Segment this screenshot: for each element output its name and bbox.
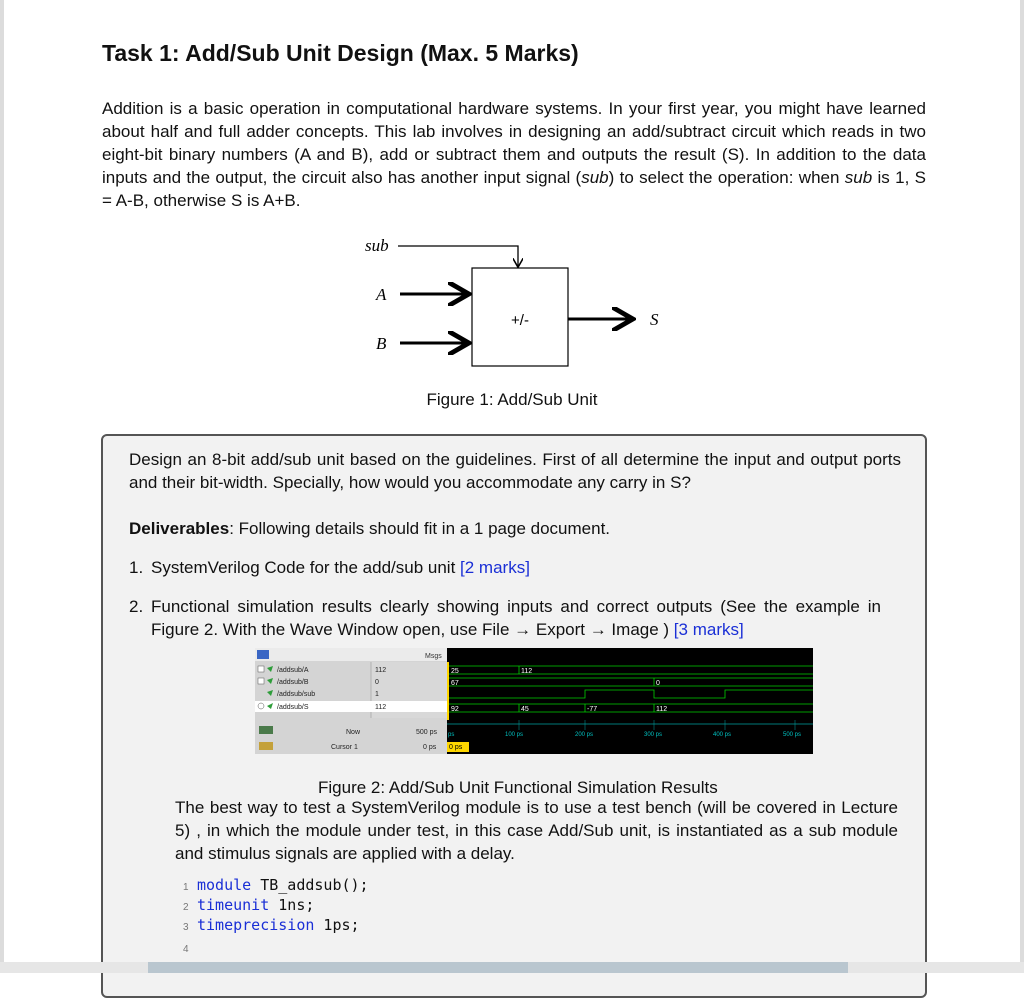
- line-number: 4: [183, 944, 189, 955]
- page-edge-right: [1020, 0, 1024, 973]
- b-value: 67: [451, 680, 459, 687]
- signal-name: /addsub/S: [277, 704, 309, 711]
- line-number: 3: [183, 922, 189, 933]
- code-text: 1ns;: [269, 896, 315, 914]
- list-item: [129, 556, 881, 579]
- s-value: 45: [521, 706, 529, 713]
- list-item-number: 2.: [129, 597, 144, 616]
- code-text: TB_addsub();: [251, 876, 369, 894]
- cursor-value: 0 ps: [423, 744, 437, 751]
- toolbar-icon: [257, 650, 269, 659]
- intro-paragraph: [102, 97, 926, 212]
- op-label: +/-: [511, 312, 529, 329]
- bottom-scroll-strip: [0, 962, 1024, 973]
- list-item-text: Functional simulation results clearly showing inputs and correct outputs (See the example in Figure 2. With the Wave Window open, use File → Export → Image ): [151, 597, 881, 639]
- a-label: A: [376, 285, 387, 304]
- figure1-caption: Figure 1: Add/Sub Unit: [426, 390, 598, 409]
- cursor-marker-label: 0 ps: [449, 744, 463, 751]
- sub-label: sub: [365, 236, 389, 255]
- cursor-icon: [259, 742, 273, 750]
- tick-label: 500 ps: [783, 732, 802, 738]
- tick-label: 400 ps: [713, 732, 732, 738]
- intro-text-1: Addition is a basic operation in computational hardware systems. In your first year, you might have learned about half and full adder concepts. This lab involves in designing an add/subtract circuit which reads in two eight-bit binary numbers (A and B), add or subtract them and outputs the result (S). In addition to the data inputs and the output, the circuit also has another input signal (: [102, 99, 926, 187]
- tick-label: 100 ps: [505, 732, 524, 738]
- deliverables-text: : Following details should fit in a 1 page document.: [229, 519, 611, 538]
- signal-value: 112: [375, 667, 387, 674]
- list-item-marks: [3 marks]: [673, 620, 744, 639]
- bottom-strip-segment: [148, 962, 848, 973]
- wave-window: [255, 648, 813, 754]
- signal-value: 112: [375, 704, 387, 711]
- intro-sub-2: sub: [844, 168, 873, 187]
- figure2-caption: Figure 2: Add/Sub Unit Functional Simulation Results: [318, 778, 718, 797]
- cursor-label: Cursor 1: [331, 744, 358, 751]
- code-line: [183, 916, 360, 934]
- s-value: -77: [587, 706, 598, 713]
- sub-arrow: [398, 246, 518, 266]
- list-item: [129, 595, 881, 641]
- list-item-text: SystemVerilog Code for the add/sub unit: [151, 558, 461, 577]
- figure1-diagram: [330, 230, 710, 380]
- now-value: 500 ps: [416, 729, 438, 736]
- signal-name: /addsub/A: [277, 667, 309, 674]
- code-line: [183, 876, 369, 894]
- code-line: [183, 938, 197, 956]
- s-label: S: [650, 310, 659, 329]
- b-label: B: [376, 334, 387, 353]
- signal-value: 0: [375, 679, 379, 686]
- tick-label: 300 ps: [644, 732, 663, 738]
- code-keyword: timeprecision: [197, 916, 315, 934]
- s-value: 92: [451, 706, 459, 713]
- intro-text-3: is 1, S = A-B, otherwise S is A+B.: [102, 168, 926, 210]
- signal-name: /addsub/B: [277, 679, 309, 686]
- task-title: Task 1: Add/Sub Unit Design (Max. 5 Marks): [102, 40, 579, 66]
- b-value: 0: [656, 680, 660, 687]
- testbench-text: The best way to test a SystemVerilog module is to use a test bench (will be covered in Lecture 5) , in which the module under test, in this case Add/Sub unit, is instantiated as a sub module and stimulus signals are applied with a delay.: [175, 798, 898, 863]
- line-number: 2: [183, 902, 189, 913]
- now-icon: [259, 726, 273, 734]
- design-text: Design an 8-bit add/sub unit based on the guidelines. First of all determine the input and output ports and their bit-width. Specially, how would you accommodate any carry in S?: [129, 450, 901, 492]
- list-item-number: 1.: [129, 558, 144, 577]
- tick-label: 200 ps: [575, 732, 594, 738]
- code-keyword: timeunit: [197, 896, 270, 914]
- a-value: 112: [521, 668, 533, 675]
- intro-text-2: ) to select the operation: when: [608, 168, 845, 187]
- deliverables-line: [129, 517, 901, 540]
- page-edge-left: [0, 0, 4, 973]
- signal-name: /addsub/sub: [277, 691, 316, 698]
- line-number: 1: [183, 882, 189, 893]
- now-label: Now: [346, 729, 361, 736]
- tick-label: ps: [448, 732, 455, 738]
- code-keyword: module: [197, 876, 252, 894]
- code-text: 1ps;: [314, 916, 360, 934]
- list-item-marks: [2 marks]: [460, 558, 530, 577]
- a-value: 25: [451, 668, 459, 675]
- signal-value: 1: [375, 691, 379, 698]
- msgs-header: Msgs: [425, 653, 442, 660]
- code-line: [183, 896, 314, 914]
- s-value: 112: [656, 706, 668, 713]
- deliverables-label: Deliverables: [129, 519, 230, 538]
- intro-sub-1: sub: [581, 168, 609, 187]
